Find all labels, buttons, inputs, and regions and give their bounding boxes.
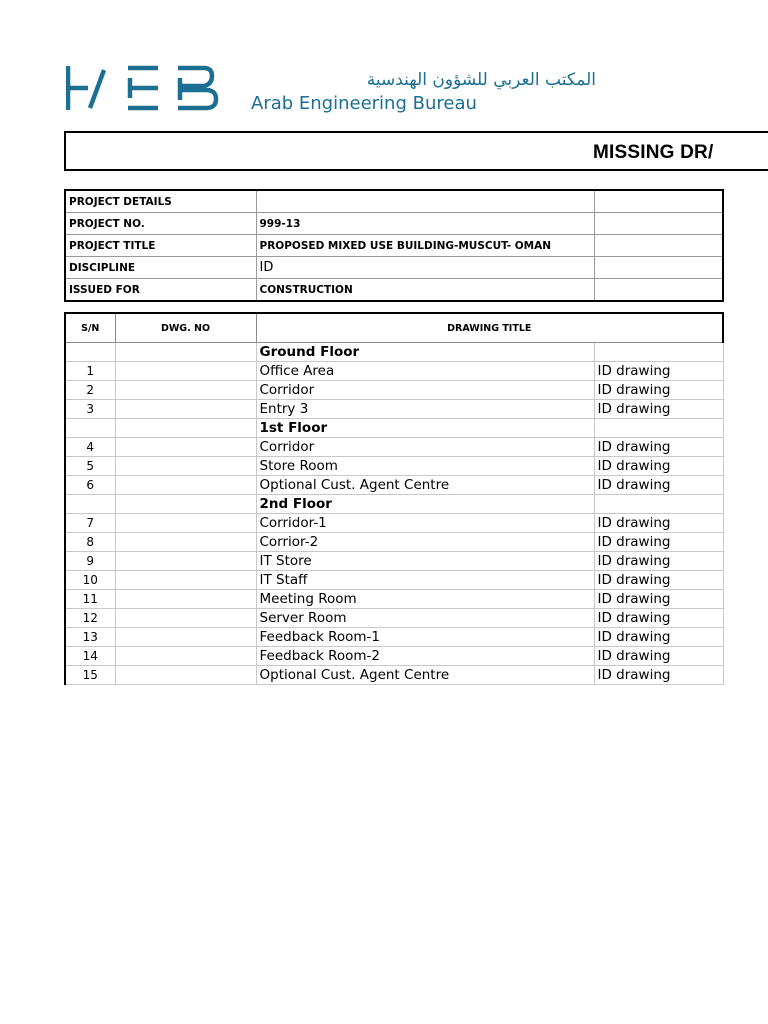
- drawing-title-cell: Corridor: [256, 438, 594, 457]
- table-row: [65, 476, 723, 495]
- table-row: [65, 438, 723, 457]
- sn-cell: 3: [65, 400, 115, 419]
- table-row: [65, 666, 723, 685]
- project-title-label: PROJECT TITLE: [65, 235, 256, 257]
- project-no-value: 999-13: [256, 213, 594, 235]
- dwg-no-cell: [115, 590, 256, 609]
- floor-title: 1st Floor: [256, 419, 594, 438]
- drawing-type-cell: ID drawing: [594, 609, 723, 628]
- drawing-type-cell: ID drawing: [594, 457, 723, 476]
- drawing-type-cell: ID drawing: [594, 400, 723, 419]
- drawing-type-cell: ID drawing: [594, 514, 723, 533]
- drawing-title-cell: Meeting Room: [256, 590, 594, 609]
- drawing-title-cell: Corridor: [256, 381, 594, 400]
- drawing-type-cell: ID drawing: [594, 362, 723, 381]
- table-row: [65, 647, 723, 666]
- drawing-title-cell: IT Staff: [256, 571, 594, 590]
- drawing-type-cell: ID drawing: [594, 476, 723, 495]
- dwg-no-cell: [115, 609, 256, 628]
- table-row: [65, 400, 723, 419]
- drawing-type-cell: ID drawing: [594, 552, 723, 571]
- sn-header: S/N: [65, 313, 115, 343]
- project-details-header-row: [65, 190, 723, 213]
- dwg-no-cell: [115, 571, 256, 590]
- dwg-no-cell: [115, 647, 256, 666]
- drawing-type-cell: ID drawing: [594, 590, 723, 609]
- sn-cell: 5: [65, 457, 115, 476]
- sn-cell: 1: [65, 362, 115, 381]
- floor-section-row: [65, 495, 723, 514]
- sn-cell: 10: [65, 571, 115, 590]
- project-title-row: [65, 235, 723, 257]
- drawing-type-cell: ID drawing: [594, 666, 723, 685]
- project-title-value: PROPOSED MIXED USE BUILDING-MUSCUT- OMAN: [256, 235, 594, 257]
- drawing-type-cell: [594, 419, 723, 438]
- document-title: MISSING DR/: [593, 142, 714, 163]
- sn-cell: 15: [65, 666, 115, 685]
- drawing-title-cell: IT Store: [256, 552, 594, 571]
- sn-cell: [65, 419, 115, 438]
- logo-english-name: Arab Engineering Bureau: [251, 93, 477, 114]
- sn-cell: 6: [65, 476, 115, 495]
- document-title-box: [64, 131, 768, 171]
- floor-section-row: [65, 419, 723, 438]
- drawing-title-cell: Corridor-1: [256, 514, 594, 533]
- table-row: [65, 628, 723, 647]
- project-no-row: [65, 213, 723, 235]
- dwg-no-cell: [115, 362, 256, 381]
- drawing-list-table: [64, 312, 724, 685]
- dwg-no-cell: [115, 514, 256, 533]
- dwg-no-cell: [115, 343, 256, 362]
- dwg-no-cell: [115, 552, 256, 571]
- table-row: [65, 381, 723, 400]
- dwg-no-header: DWG. NO: [115, 313, 256, 343]
- drawing-title-cell: Feedback Room-2: [256, 647, 594, 666]
- drawing-type-cell: [594, 343, 723, 362]
- drawing-title-cell: Server Room: [256, 609, 594, 628]
- drawing-title-cell: Office Area: [256, 362, 594, 381]
- aeb-logo-mark: [66, 64, 226, 112]
- sn-cell: [65, 495, 115, 514]
- floor-section-row: [65, 343, 723, 362]
- dwg-no-cell: [115, 628, 256, 647]
- sn-cell: 7: [65, 514, 115, 533]
- drawing-title-cell: Optional Cust. Agent Centre: [256, 666, 594, 685]
- sn-cell: 11: [65, 590, 115, 609]
- dwg-no-cell: [115, 419, 256, 438]
- table-row: [65, 571, 723, 590]
- table-row: [65, 362, 723, 381]
- drawing-title-cell: Store Room: [256, 457, 594, 476]
- sn-cell: 13: [65, 628, 115, 647]
- drawing-title-cell: Feedback Room-1: [256, 628, 594, 647]
- drawing-type-cell: ID drawing: [594, 438, 723, 457]
- drawing-type-cell: [594, 495, 723, 514]
- drawing-list-header-row: [65, 313, 723, 343]
- floor-title: 2nd Floor: [256, 495, 594, 514]
- drawing-title-header: DRAWING TITLE: [256, 313, 723, 343]
- sn-cell: 2: [65, 381, 115, 400]
- issued-for-label: ISSUED FOR: [65, 279, 256, 302]
- drawing-type-cell: ID drawing: [594, 647, 723, 666]
- drawing-type-cell: ID drawing: [594, 533, 723, 552]
- discipline-label: DISCIPLINE: [65, 257, 256, 279]
- floor-title: Ground Floor: [256, 343, 594, 362]
- project-details-table: [64, 189, 724, 302]
- table-row: [65, 609, 723, 628]
- logo-arabic-name: المكتب العربي للشؤون الهندسية: [366, 70, 596, 90]
- company-logo: [66, 64, 596, 120]
- table-row: [65, 514, 723, 533]
- issued-for-row: [65, 279, 723, 302]
- drawing-type-cell: ID drawing: [594, 571, 723, 590]
- drawing-title-cell: Corrior-2: [256, 533, 594, 552]
- sn-cell: [65, 343, 115, 362]
- project-no-label: PROJECT NO.: [65, 213, 256, 235]
- discipline-value: ID: [256, 257, 594, 279]
- dwg-no-cell: [115, 666, 256, 685]
- table-row: [65, 457, 723, 476]
- drawing-rows: [65, 343, 723, 685]
- dwg-no-cell: [115, 533, 256, 552]
- drawing-title-cell: Optional Cust. Agent Centre: [256, 476, 594, 495]
- sn-cell: 14: [65, 647, 115, 666]
- discipline-row: [65, 257, 723, 279]
- dwg-no-cell: [115, 400, 256, 419]
- table-row: [65, 552, 723, 571]
- issued-for-value: CONSTRUCTION: [256, 279, 594, 302]
- dwg-no-cell: [115, 381, 256, 400]
- drawing-title-cell: Entry 3: [256, 400, 594, 419]
- dwg-no-cell: [115, 457, 256, 476]
- sn-cell: 4: [65, 438, 115, 457]
- dwg-no-cell: [115, 495, 256, 514]
- drawing-type-cell: ID drawing: [594, 381, 723, 400]
- project-details-header: PROJECT DETAILS: [65, 190, 256, 213]
- dwg-no-cell: [115, 476, 256, 495]
- drawing-type-cell: ID drawing: [594, 628, 723, 647]
- table-row: [65, 590, 723, 609]
- sn-cell: 8: [65, 533, 115, 552]
- sn-cell: 12: [65, 609, 115, 628]
- dwg-no-cell: [115, 438, 256, 457]
- table-row: [65, 533, 723, 552]
- sn-cell: 9: [65, 552, 115, 571]
